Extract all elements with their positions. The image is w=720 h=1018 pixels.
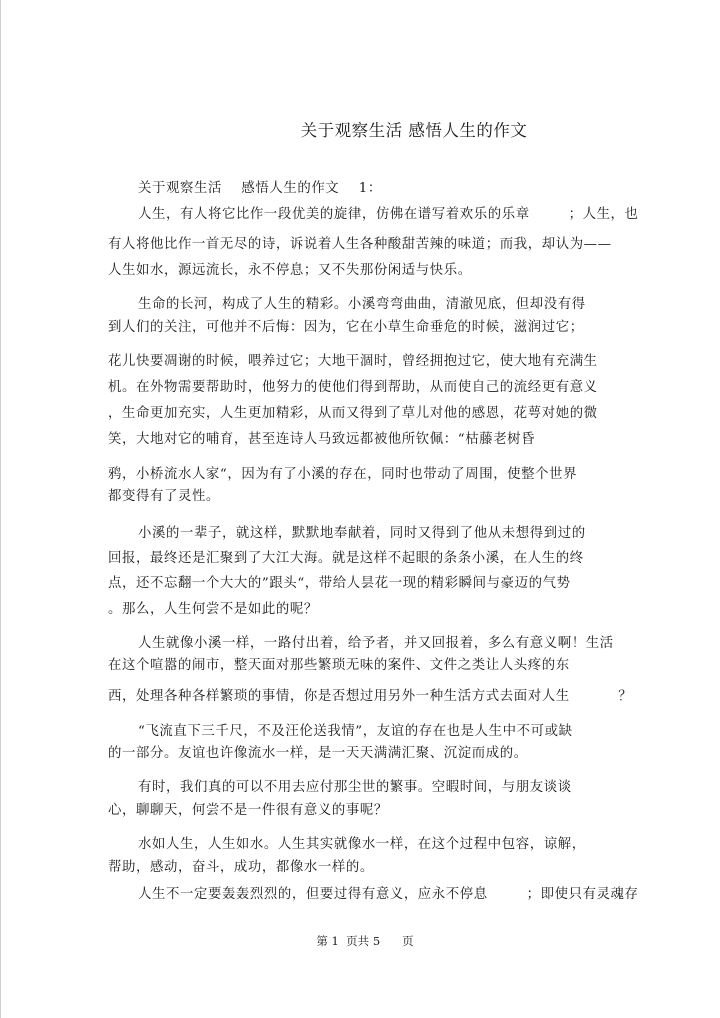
document-title: 关于观察生活 感悟人生的作文 bbox=[300, 121, 528, 140]
text-line: 人生就像小溪一样，一路付出着，给予者，并又回报着，多么有意义啊！生活 bbox=[138, 636, 614, 651]
text-line: 花儿快要凋谢的时候，喂养过它；大地干涸时，曾经拥抱过它，使大地有充满生 bbox=[108, 354, 598, 369]
text-line: 人生如水，源远流长，永不停息；又不失那份闲适与快乐。 bbox=[108, 263, 472, 278]
text-line: 小溪的一辈子，就这样，默默地奉献着，同时又得到了他从未想得到过的 bbox=[138, 526, 586, 541]
text-line: 水如人生，人生如水。人生其实就像水一样，在这个过程中包容，谅解， bbox=[138, 837, 586, 852]
text-line: 都变得有了灵性。 bbox=[108, 489, 220, 504]
text-line: 生命的长河，构成了人生的精彩。小溪弯弯曲曲，清澈见底，但却没有得 bbox=[138, 297, 586, 312]
text-line: 。那么，人生何尝不是如此的呢？ bbox=[108, 602, 318, 617]
text-line: 点，还不忘翻一个大大的”跟头“，带给人昙花一现的精彩瞬间与豪迈的气势 bbox=[108, 576, 571, 591]
text-line: ，生命更加充实，人生更加精彩，从而又得到了草儿对他的感恩，花萼对她的微 bbox=[108, 406, 598, 421]
page-number: 第 1 页共 5 页 bbox=[316, 934, 414, 948]
text-line: 回报，最终还是汇聚到了大江大海。就是这样不起眼的条条小溪，在人生的终 bbox=[108, 551, 584, 566]
text-line: 人生，有人将它比作一段优美的旋律，仿佛在谱写着欢乐的乐章 ；人生，也 bbox=[138, 207, 639, 222]
text-line: 有时，我们真的可以不用去应付那尘世的繁事。空暇时间，与朋友谈谈 bbox=[138, 780, 572, 795]
text-line: 有人将他比作一首无尽的诗，诉说着人生各种酸甜苦辣的味道；而我，却认为—— bbox=[108, 237, 612, 252]
text-line: 笑，大地对它的哺育，甚至连诗人马致远都被他所钦佩：“枯藤老树昏 bbox=[108, 432, 536, 447]
text-line: 关于观察生活 感悟人生的作文 1： bbox=[138, 181, 382, 196]
text-line: “飞流直下三千尺，不及汪伦送我情”，友谊的存在也是人生中不可或缺 bbox=[138, 724, 573, 739]
text-line: 心，聊聊天，何尝不是一件很有意义的事呢？ bbox=[108, 803, 388, 818]
text-line: 帮助，感动，奋斗，成功，都像水一样的。 bbox=[108, 860, 374, 875]
text-line: 西，处理各种各样繁琐的事情，你是否想过用另外一种生活方式去面对人生 ？ bbox=[108, 689, 633, 704]
text-line: 在这个喧嚣的闹市，整天面对那些繁琐无味的案件、文件之类让人头疼的东 bbox=[108, 658, 570, 673]
text-line: 机。在外物需要帮助时，他努力的使他们得到帮助，从而使自己的流经更有意义 bbox=[108, 380, 598, 395]
text-line: 人生不一定要轰轰烈烈的，但要过得有意义，应永不停息 ；即使只有灵魂存 bbox=[138, 887, 639, 902]
text-line: 鸦，小桥流水人家“，因为有了小溪的存在，同时也带动了周围，使整个世界 bbox=[108, 467, 578, 482]
page-left-edge bbox=[0, 0, 1, 1018]
text-line: 的一部分。友谊也许像流水一样，是一天天满满汇聚、沉淀而成的。 bbox=[108, 746, 528, 761]
text-line: 到人们的关注，可他并不后悔：因为，它在小草生命垂危的时候，滋润过它； bbox=[108, 320, 584, 335]
